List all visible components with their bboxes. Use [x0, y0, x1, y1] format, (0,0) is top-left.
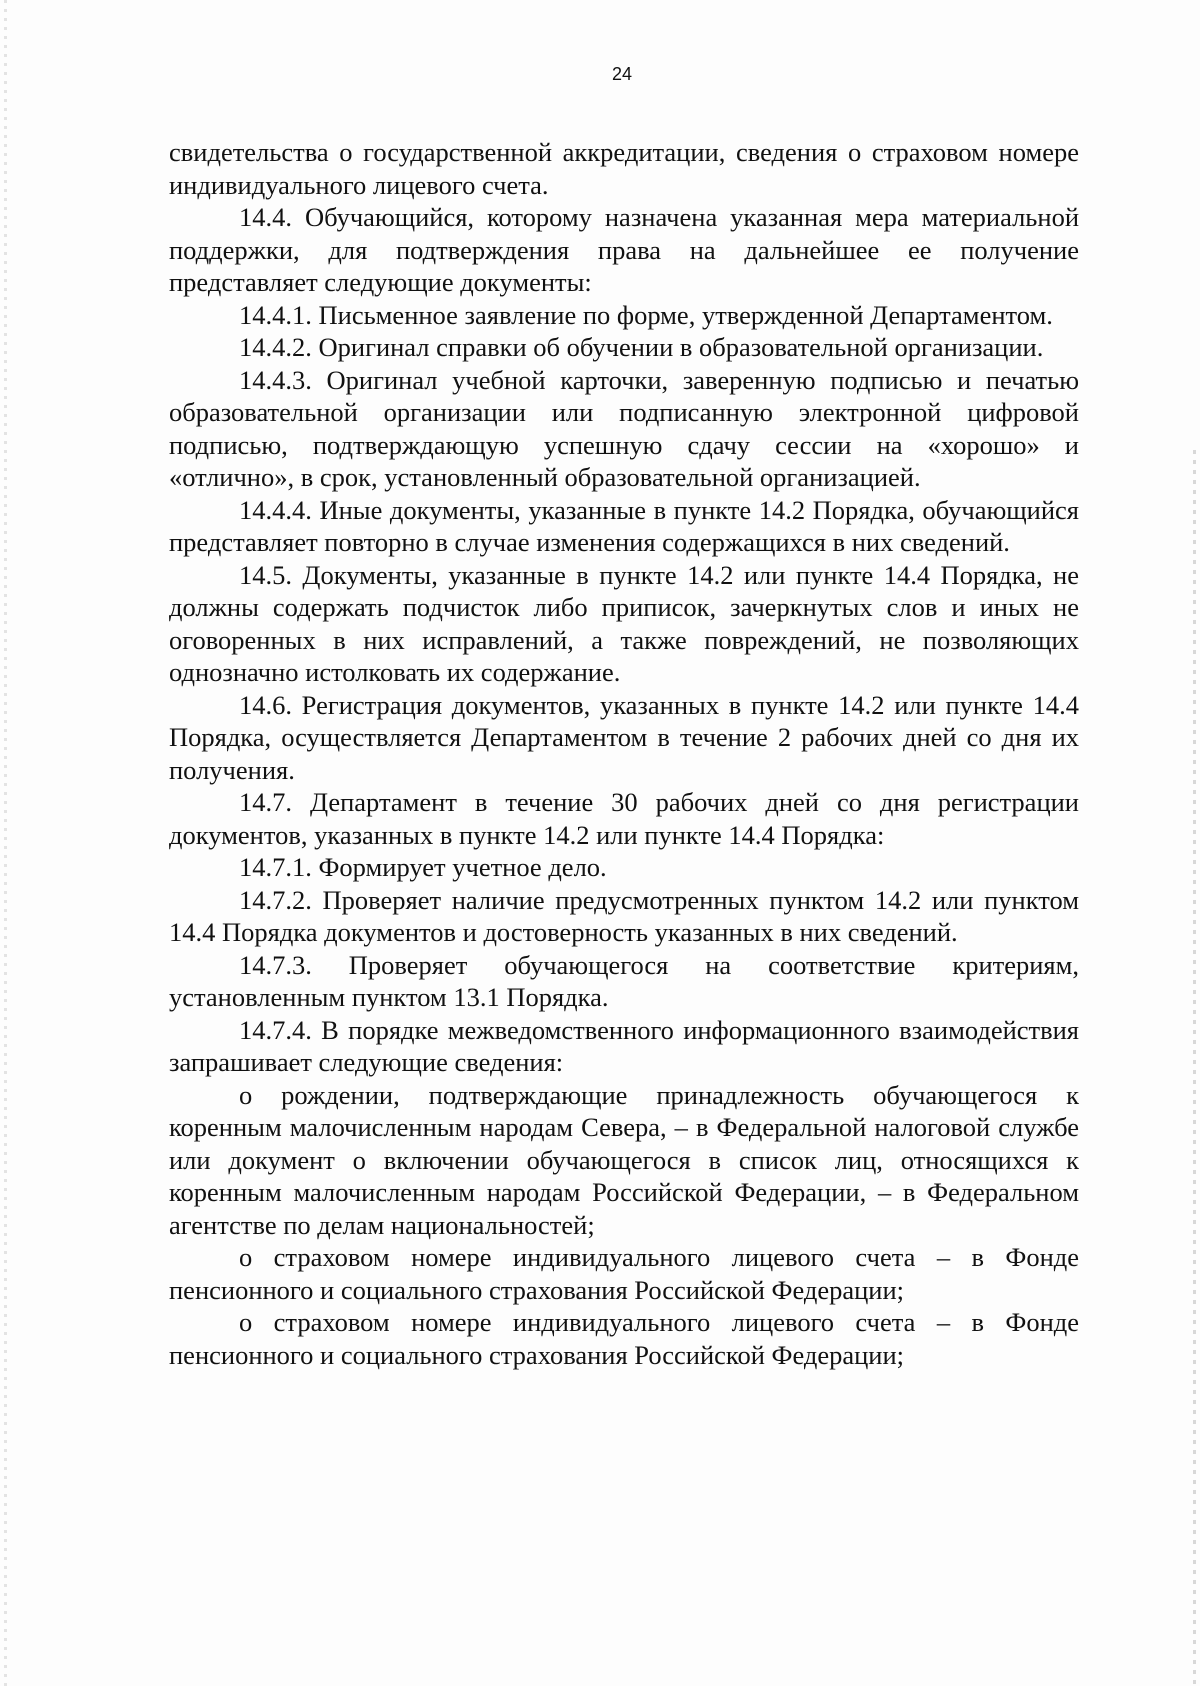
paragraph-14-7-2: 14.7.2. Проверяет наличие предусмотренных пунктом 14.2 или пунктом 14.4 Порядка документов и достоверность указанных в них сведений. — [169, 884, 1079, 947]
paragraph-14-6: 14.6. Регистрация документов, указанных в пункте 14.2 или пункте 14.4 Порядка, осуществляется Департаментом в течение 2 рабочих дней со дня их получения. — [169, 689, 1079, 785]
paragraph-14-7-1: 14.7.1. Формирует учетное дело. — [239, 852, 607, 882]
paragraph-14-4-4: 14.4.4. Иные документы, указанные в пункте 14.2 Порядка, обучающийся представляет повторно в случае изменения содержащихся в них сведений. — [169, 494, 1079, 557]
document-body — [169, 136, 1079, 1371]
page-number: 24 — [611, 64, 633, 84]
scan-edge-left — [4, 0, 7, 1686]
list-item-insurance-number-1: о страховом номере индивидуального лицевого счета – в Фонде пенсионного и социального страхования Российской Федерации; — [169, 1242, 1079, 1305]
paragraph-14-7-4: 14.7.4. В порядке межведомственного информационного взаимодействия запрашивает следующие сведения: — [169, 1014, 1079, 1077]
paragraph-14-7: 14.7. Департамент в течение 30 рабочих дней со дня регистрации документов, указанных в пункте 14.2 или пункте 14.4 Порядка: — [169, 787, 1079, 850]
paragraph-14-4: 14.4. Обучающийся, которому назначена указанная мера материальной поддержки, для подтверждения права на дальнейшее ее получение представляет следующие документы: — [169, 202, 1079, 297]
paragraph-continuation: свидетельства о государственной аккредитации, сведения о страховом номере индивидуального лицевого счета. — [169, 137, 1079, 200]
paragraph-14-4-2: 14.4.2. Оригинал справки об обучении в образовательной организации. — [239, 332, 1044, 362]
paragraph-14-7-3: 14.7.3. Проверяет обучающегося на соответствие критериям, установленным пунктом 13.1 Порядка. — [169, 949, 1079, 1012]
list-item-birth-info: о рождении, подтверждающие принадлежность обучающегося к коренным малочисленным народам Севера, – в Федеральной налоговой службе или документ о включении обучающегося в список лиц, относящихся к коренным малочисленным народам Российской Федерации, – в Федеральном агентстве по делам национальностей; — [169, 1079, 1079, 1240]
paragraph-14-4-3: 14.4.3. Оригинал учебной карточки, заверенную подписью и печатью образовательной организации или подписанную электронной цифровой подписью, подтверждающую успешную сдачу сессии на «хорошо» и «отлично», в срок, установленный образовательной организацией. — [169, 364, 1079, 492]
paragraph-14-5: 14.5. Документы, указанные в пункте 14.2 или пункте 14.4 Порядка, не должны содержать подчисток либо приписок, зачеркнутых слов и иных не оговоренных в них исправлений, а также повреждений, не позволяющих однозначно истолковать их содержание. — [169, 559, 1079, 687]
list-item-insurance-number-2: о страховом номере индивидуального лицевого счета – в Фонде пенсионного и социального страхования Российской Федерации; — [169, 1307, 1079, 1370]
scan-edge-right — [1193, 450, 1196, 1686]
paragraph-14-4-1: 14.4.1. Письменное заявление по форме, утвержденной Департаментом. — [239, 299, 1053, 330]
